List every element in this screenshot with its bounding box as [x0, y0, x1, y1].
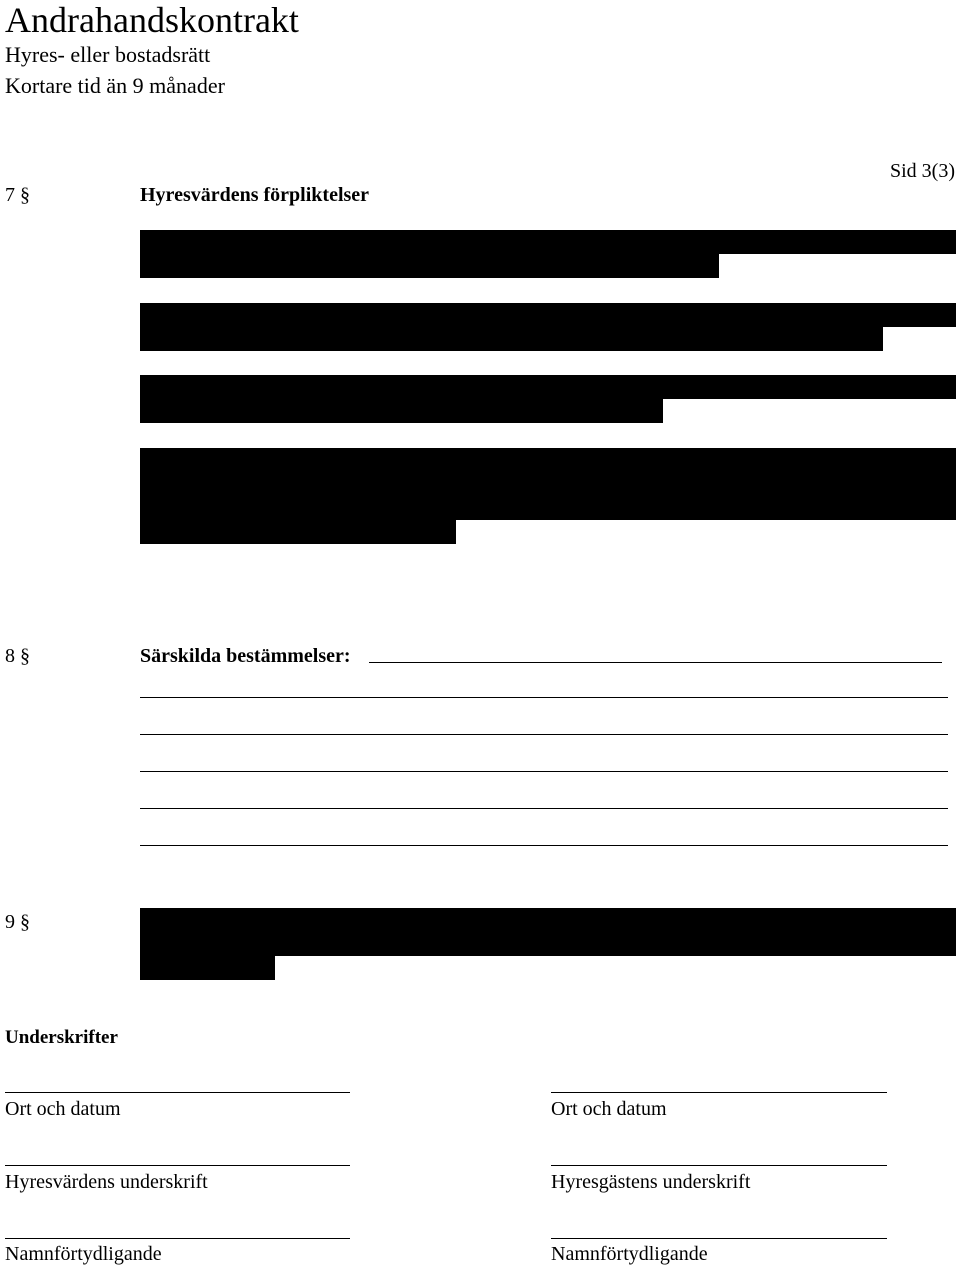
tenant-place-date-line[interactable]	[551, 1092, 887, 1093]
redaction-bar	[140, 254, 719, 278]
paragraph-symbol: §	[20, 911, 30, 933]
redaction-bar	[140, 496, 956, 520]
section-9-number	[5, 910, 30, 934]
landlord-signature-label: Hyresvärdens underskrift	[5, 1171, 208, 1193]
tenant-place-date-label: Ort och datum	[551, 1098, 667, 1120]
landlord-place-date-label: Ort och datum	[5, 1098, 121, 1120]
paragraph-symbol: §	[20, 184, 30, 206]
paragraph-symbol: §	[20, 645, 30, 667]
tenant-name-line[interactable]	[551, 1238, 887, 1239]
special-terms-line[interactable]	[140, 697, 948, 698]
document-subtitle-tenure: Hyres- eller bostadsrätt	[5, 42, 211, 67]
landlord-name-label: Namnförtydligande	[5, 1243, 162, 1265]
redaction-bar	[140, 908, 956, 932]
tenant-signature-line[interactable]	[551, 1165, 887, 1166]
redaction-bar	[140, 472, 956, 496]
redaction-bar	[140, 956, 275, 980]
landlord-place-date-line[interactable]	[5, 1092, 350, 1093]
redaction-bar	[140, 327, 883, 351]
redaction-bar	[140, 303, 956, 327]
section-7-number	[5, 183, 30, 207]
special-terms-line[interactable]	[140, 845, 948, 846]
tenant-signature-label: Hyresgästens underskrift	[551, 1171, 751, 1193]
document-subtitle-duration: Kortare tid än 9 månader	[5, 73, 225, 98]
signatures-heading: Underskrifter	[5, 1027, 118, 1048]
section-8-number	[5, 644, 30, 668]
page-number: Sid 3(3)	[890, 160, 955, 182]
special-terms-line[interactable]	[369, 662, 942, 663]
redaction-bar	[140, 932, 956, 956]
redaction-bar	[140, 399, 663, 423]
special-terms-line[interactable]	[140, 771, 948, 772]
redaction-bar	[140, 230, 956, 254]
document-title: Andrahandskontrakt	[5, 0, 299, 40]
section-8-number-value: 8	[5, 645, 15, 667]
redaction-bar	[140, 520, 456, 544]
redaction-bar	[140, 448, 956, 472]
special-terms-line[interactable]	[140, 734, 948, 735]
landlord-signature-line[interactable]	[5, 1165, 350, 1166]
section-9-number-value: 9	[5, 911, 15, 933]
section-7-number-value: 7	[5, 184, 15, 206]
tenant-name-label: Namnförtydligande	[551, 1243, 708, 1265]
section-7-heading: Hyresvärdens förpliktelser	[140, 184, 370, 206]
special-terms-line[interactable]	[140, 808, 948, 809]
redaction-bar	[140, 375, 956, 399]
landlord-name-line[interactable]	[5, 1238, 350, 1239]
section-8-heading: Särskilda bestämmelser:	[140, 645, 351, 667]
